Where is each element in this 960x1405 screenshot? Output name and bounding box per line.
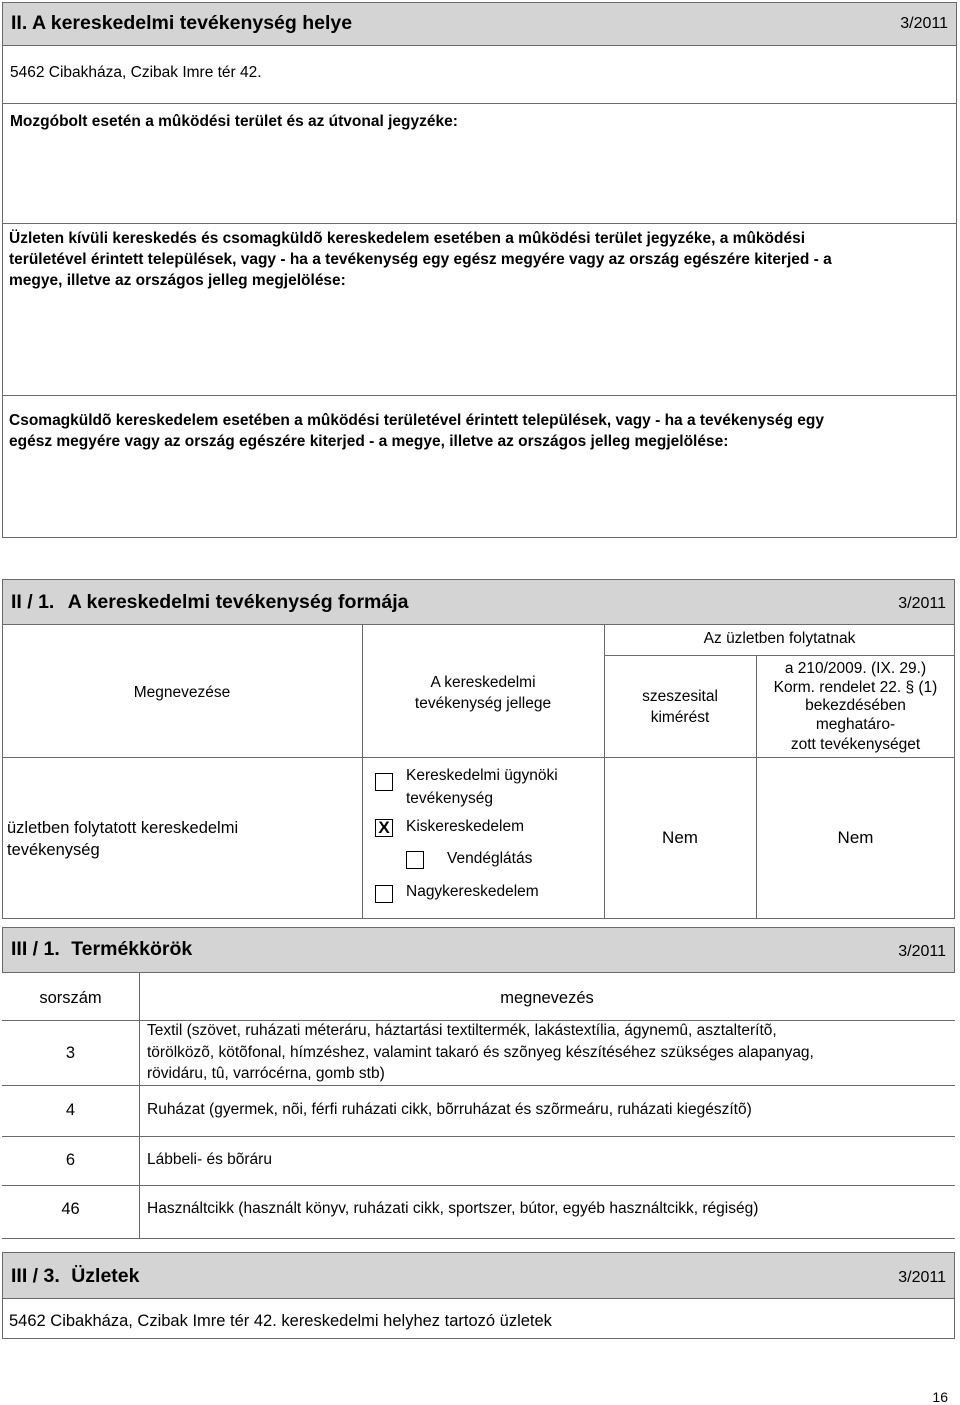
col-decree-line-4: meghatáro-	[815, 715, 896, 733]
col-alcohol-line-1: szeszesital	[642, 688, 718, 705]
outside-line-3: megye, illetve az országos jelleg megjelölése:	[9, 272, 346, 289]
section-2-1-title	[11, 591, 409, 614]
section-3-1-date: 3/2011	[898, 943, 946, 960]
page-number: 16	[932, 1389, 948, 1405]
mobile-shop-label: Mozgóbolt esetén a mûködési terület és az útvonal jegyzéke:	[10, 113, 458, 130]
mobile-shop-box	[2, 104, 957, 224]
shops-text: 5462 Cibakháza, Czibak Imre tér 42. kereskedelmi helyhez tartozó üzletek	[9, 1312, 552, 1330]
wholesale-checkbox[interactable]	[375, 885, 393, 903]
row-name-line-1: üzletben folytatott kereskedelmi	[7, 819, 239, 837]
outside-shop-label	[9, 228, 832, 291]
row-activity-name	[7, 817, 238, 861]
outside-line-1: Üzleten kívüli kereskedés és csomagküldõ kereskedelem esetében a mûködési terület jegyzéke, a mûködési	[9, 230, 806, 247]
address-box	[2, 46, 957, 104]
divider	[2, 1085, 955, 1086]
col-alcohol-line-2: kimérést	[650, 709, 710, 726]
mail-line-1: Csomagküldõ kereskedelem esetében a mûködési területével érintett települések, vagy - ha a tevékenység egy	[9, 412, 824, 429]
mail-line-2: egész megyére vagy az ország egészére kiterjed - a megye, illetve az országos jelleg megjelölése:	[9, 433, 729, 450]
divider	[2, 757, 955, 758]
col-decree-line-1: a 210/2009. (IX. 29.)	[784, 660, 927, 677]
agent-label-line-1: Kereskedelmi ügynöki	[406, 767, 558, 784]
section-2-1-date: 3/2011	[898, 595, 946, 612]
section-3-1-title-text: Termékkörök	[71, 938, 193, 960]
section-3-1-header	[2, 927, 955, 973]
col-type-header	[362, 672, 604, 714]
row-product: Lábbeli- és bõráru	[147, 1151, 272, 1168]
col-decree-line-3: bekezdésében	[805, 697, 906, 714]
address-text: 5462 Cibakháza, Czibak Imre tér 42.	[10, 64, 262, 81]
row-number: 46	[61, 1200, 80, 1218]
mail-order-label	[9, 410, 824, 452]
divider	[2, 1238, 955, 1239]
col-decree-header	[756, 660, 955, 755]
section-3-3-date: 3/2011	[898, 1269, 946, 1286]
section-2-header	[2, 2, 957, 46]
catering-checkbox[interactable]	[406, 851, 424, 869]
section-3-3-title-text: Üzletek	[71, 1265, 140, 1287]
outside-line-2: területével érintett települések, vagy - ha a tevékenység egy egész megyére vagy az ország egészére kiterjed - a	[9, 251, 832, 268]
section-2-1-header	[2, 579, 955, 625]
col-type-line-2: tevékenység jellege	[414, 695, 552, 712]
section-2-1-title-text: A kereskedelmi tevékenység formája	[67, 591, 409, 613]
section-3-3-header	[2, 1252, 955, 1299]
agent-label	[406, 764, 558, 810]
section-3-3-number: III / 3.	[11, 1265, 60, 1287]
col-product-header: megnevezés	[500, 989, 594, 1007]
row-product-line-3: rövidáru, tû, varrócérna, gomb stb)	[147, 1065, 385, 1082]
agent-checkbox[interactable]	[375, 773, 393, 791]
divider	[604, 625, 605, 919]
divider	[2, 1136, 955, 1137]
decree-value: Nem	[837, 828, 874, 847]
divider	[604, 655, 955, 656]
col-name-header: Megnevezése	[133, 684, 231, 701]
col-group-header: Az üzletben folytatnak	[703, 630, 856, 647]
divider	[2, 1185, 955, 1186]
row-number: 6	[65, 1151, 76, 1169]
retail-checkbox[interactable]: X	[375, 819, 393, 837]
section-2-1-number: II / 1.	[11, 591, 55, 613]
col-type-line-1: A kereskedelmi	[430, 674, 536, 691]
col-decree-line-2: Korm. rendelet 22. § (1)	[773, 678, 938, 696]
outside-shop-box	[2, 224, 957, 396]
alcohol-value: Nem	[662, 828, 698, 847]
section-3-1-number: III / 1.	[11, 938, 60, 960]
row-number: 4	[65, 1101, 76, 1119]
col-decree-line-5: zott tevékenységet	[790, 736, 921, 753]
wholesale-label: Nagykereskedelem	[406, 883, 539, 900]
divider	[362, 625, 363, 919]
row-number: 3	[65, 1044, 76, 1062]
section-2-title: II. A kereskedelmi tevékenység helye	[11, 12, 353, 34]
section-2-date: 3/2011	[900, 15, 948, 32]
retail-label: Kiskereskedelem	[406, 818, 525, 835]
section-3-3-title	[11, 1265, 139, 1288]
section-3-1-title	[11, 938, 192, 961]
shops-box	[2, 1299, 955, 1339]
catering-label: Vendéglátás	[447, 850, 533, 867]
row-name-line-2: tevékenység	[7, 841, 100, 859]
row-product: Ruházat (gyermek, nõi, férfi ruházati cikk, bõrruházat és szõrmeáru, ruházati kiegészítõ)	[147, 1101, 752, 1118]
col-number-header: sorszám	[39, 989, 102, 1007]
divider	[139, 973, 140, 1238]
row-product: Használtcikk (használt könyv, ruházati cikk, sportszer, bútor, egyéb használtcikk, régiség)	[147, 1200, 759, 1217]
row-product	[147, 1020, 814, 1085]
row-product-line-2: törölközõ, kötõfonal, hímzéshez, valamint takaró és szõnyeg készítéséhez szükséges alapanyag,	[147, 1043, 814, 1061]
col-alcohol-header	[604, 686, 756, 728]
mail-order-box	[2, 396, 957, 538]
agent-label-line-2: tevékenység	[406, 790, 494, 807]
row-product-line-1: Textil (szövet, ruházati méteráru, háztartási textiltermék, lakástextília, ágynemû, asztalterítõ,	[147, 1022, 777, 1039]
